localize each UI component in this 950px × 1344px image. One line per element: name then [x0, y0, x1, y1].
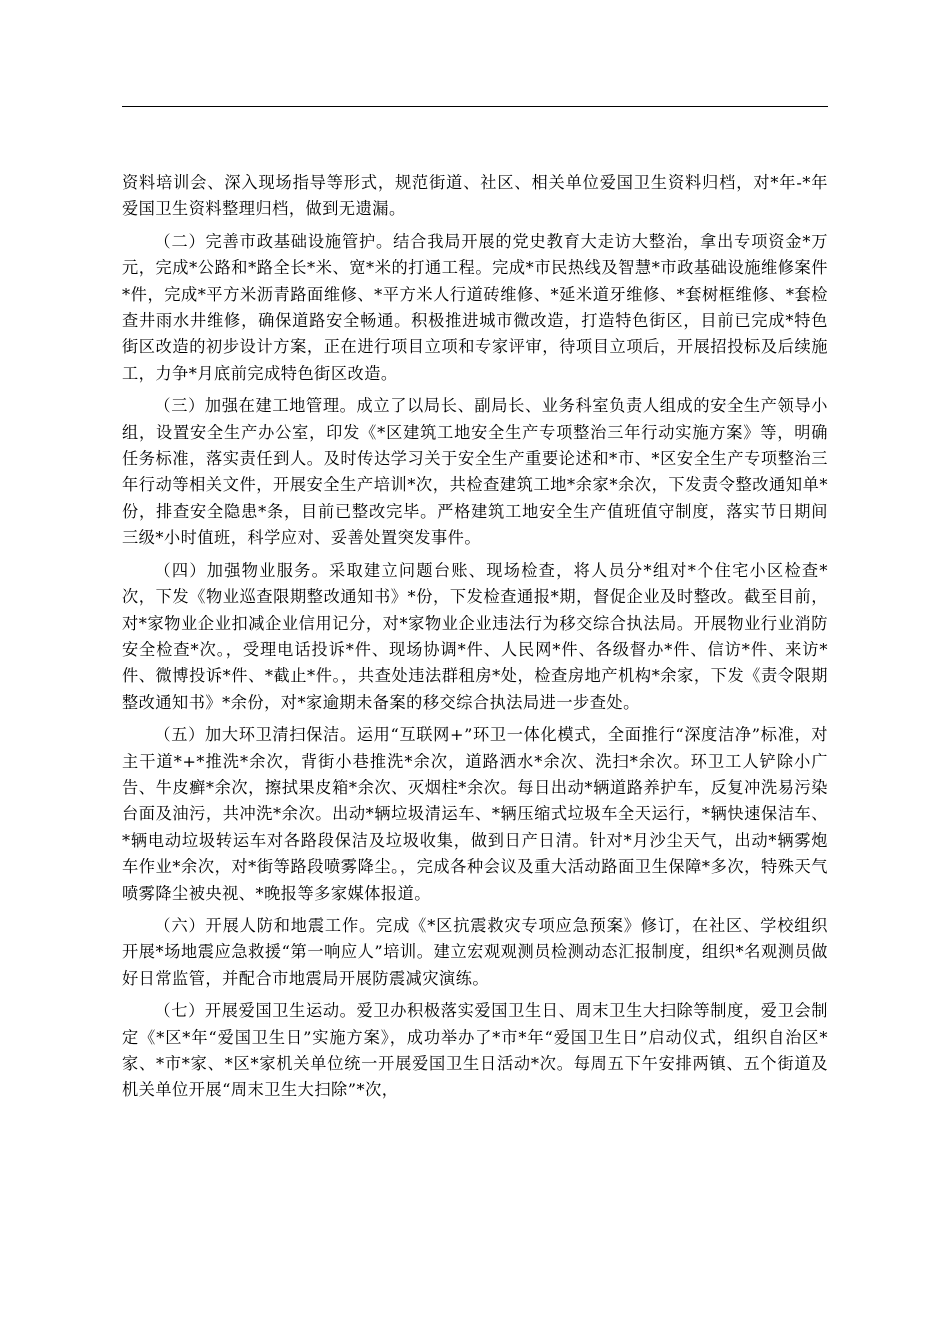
paragraph-section-4: （四）加强物业服务。采取建立问题台账、现场检查，将人员分*组对*个住宅小区检查*次，下发《物业巡查限期整改通知书》*份，下发检查通报*期，督促企业及时整改。截至目前，对*家物业企业扣减企业信用记分，对*家物业企业违法行为移交综合执法局。开展物业行业消防安全检查*次。，受理电话投诉*件、现场协调*件、人民网*件、各级督办*件、信访*件、来访*件、微博投诉*件、*截止*件。，共查处违法群租房*处，检查房地产机构*余家，下发《责令限期整改通知书》*余份，对*家逾期未备案的移交综合执法局进一步查处。 [122, 560, 828, 712]
paragraph-continuation: 资料培训会、深入现场指导等形式，规范街道、社区、相关单位爱国卫生资料归档，对*年-*年爱国卫生资料整理归档，做到无遗漏。 [122, 173, 828, 219]
paragraph-section-7: （七）开展爱国卫生运动。爱卫办积极落实爱国卫生日、周末卫生大扫除等制度，爱卫会制定《*区*年“爱国卫生日”实施方案》，成功举办了*市*年“爱国卫生日”启动仪式，组织自治区*家、*市*家、*区*家机关单位统一开展爱国卫生日活动*次。每周五下午安排两镇、五个街道及机关单位开展“周末卫生大扫除”*次， [122, 1001, 828, 1100]
header-rule [122, 106, 828, 107]
paragraph-section-5: （五）加大环卫清扫保洁。运用“互联网+”环卫一体化模式，全面推行“深度洁净”标准，对主干道*+*推洗*余次，背街小巷推洗*余次，道路洒水*余次、洗扫*余次。环卫工人铲除小广告、牛皮癣*余次，擦拭果皮箱*余次、灭烟柱*余次。每日出动*辆道路养护车，反复冲洗易污染台面及油污，共冲洗*余次。出动*辆垃圾清运车、*辆压缩式垃圾车全天运行，*辆快速保洁车、*辆电动垃圾转运车对各路段保洁及垃圾收集，做到日产日清。针对*月沙尘天气，出动*辆雾炮车作业*余次，对*街等路段喷雾降尘。，完成各种会议及重大活动路面卫生保障*多次，特殊天气喷雾降尘被央视、*晚报等多家媒体报道。 [122, 725, 828, 903]
document-body [122, 170, 828, 1110]
paragraph-section-2: （二）完善市政基础设施管护。结合我局开展的党史教育大走访大整治，拿出专项资金*万元，完成*公路和*路全长*米、宽*米的打通工程。完成*市民热线及智慧*市政基础设施维修案件*件，完成*平方米沥青路面维修、*平方米人行道砖维修、*延米道牙维修、*套树框维修、*套检查井雨水井维修，确保道路安全畅通。积极推进城市微改造，打造特色街区，目前已完成*特色街区改造的初步设计方案，正在进行项目立项和专家评审，待项目立项后，开展招投标及后续施工，力争*月底前完成特色街区改造。 [122, 231, 828, 383]
paragraph-section-3: （三）加强在建工地管理。成立了以局长、副局长、业务科室负责人组成的安全生产领导小组，设置安全生产办公室，印发《*区建筑工地安全生产专项整治三年行动实施方案》等，明确任务标准，落实责任到人。及时传达学习关于安全生产重要论述和*市、*区安全生产专项整治三年行动等相关文件，开展安全生产培训*次，共检查建筑工地*余家*余次，下发责令整改通知单*份，排查安全隐患*条，目前已整改完毕。严格建筑工地安全生产值班值守制度，落实节日期间三级*小时值班，科学应对、妥善处置突发事件。 [122, 396, 828, 548]
paragraph-section-6: （六）开展人防和地震工作。完成《*区抗震救灾专项应急预案》修订，在社区、学校组织开展*场地震应急救援“第一响应人”培训。建立宏观观测员检测动态汇报制度，组织*名观测员做好日常监管，并配合市地震局开展防震减灾演练。 [122, 915, 828, 988]
